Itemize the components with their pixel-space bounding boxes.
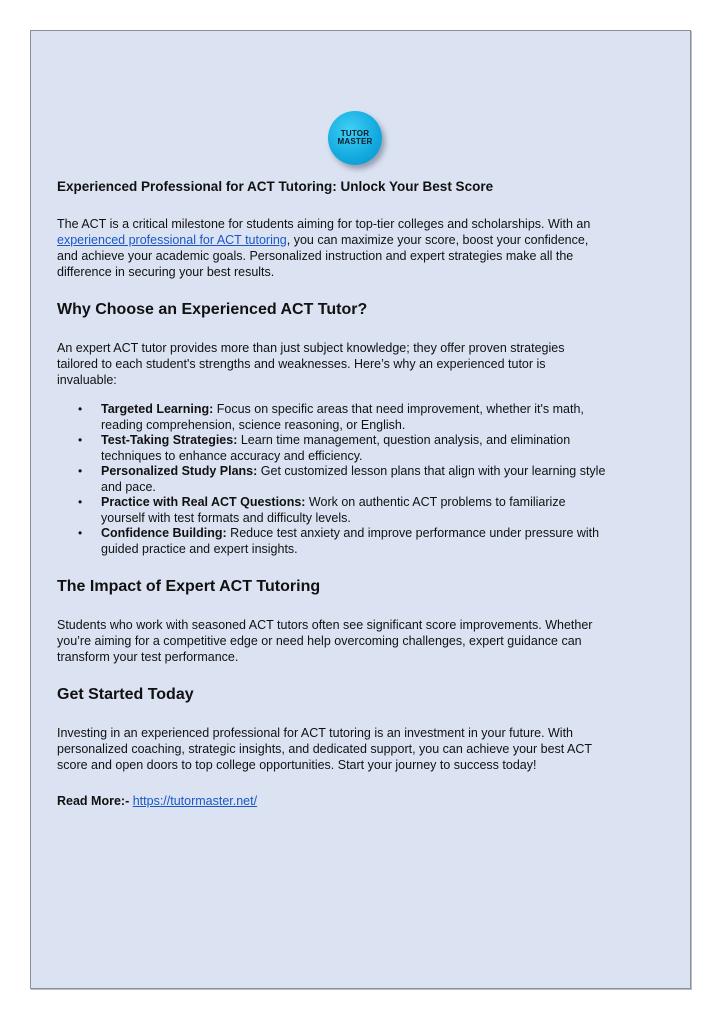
bullet-icon: • (78, 526, 83, 540)
intro-text-before: The ACT is a critical milestone for students aiming for top-tier colleges and scholarships. With an (57, 217, 591, 231)
impact-heading: The Impact of Expert ACT Tutoring (57, 578, 321, 595)
bullet-icon: • (78, 433, 83, 447)
article-content (57, 178, 607, 809)
logo-text-line1: TUTOR (340, 129, 370, 138)
list-item-text: Focus on specific areas that need improvement, whether it's math, reading comprehension, science reasoning, or English. (101, 402, 584, 432)
get-started-paragraph: Investing in an experienced professional for ACT tutoring is an investment in your future. With personalized coaching, strategic insights, and dedicated support, you can achieve your best ACT score and open doors to top college opportunities. Start your journey to success today! (57, 726, 592, 772)
list-item (78, 402, 607, 433)
act-tutoring-link[interactable]: experienced professional for ACT tutoring (57, 233, 287, 247)
list-item-term: Practice with Real ACT Questions: (101, 495, 306, 509)
list-item-term: Targeted Learning: (101, 402, 214, 416)
list-item-text: Work on authentic ACT problems to familiarize yourself with test formats and difficulty levels. (101, 495, 566, 525)
bullet-icon: • (78, 402, 83, 416)
bullet-icon: • (78, 464, 83, 478)
get-started-heading: Get Started Today (57, 686, 194, 703)
read-more-line (57, 793, 607, 809)
list-item-text: Get customized lesson plans that align with your learning style and pace. (101, 464, 606, 494)
why-paragraph: An expert ACT tutor provides more than just subject knowledge; they offer proven strategies tailored to each student's strengths and weaknesses. Here’s why an experienced tutor is invaluable: (57, 341, 565, 387)
article-title: Experienced Professional for ACT Tutoring: Unlock Your Best Score (57, 179, 494, 194)
intro-paragraph (57, 216, 607, 280)
list-item (78, 464, 607, 495)
list-item-term: Test-Taking Strategies: (101, 433, 238, 447)
tutormaster-website-link[interactable]: https://tutormaster.net/ (132, 794, 258, 808)
list-item-text: Learn time management, question analysis, and elimination techniques to enhance accuracy and efficiency. (101, 433, 571, 463)
read-more-label: Read More:- (57, 794, 130, 808)
list-item (78, 526, 607, 557)
impact-paragraph: Students who work with seasoned ACT tutors often see significant score improvements. Whether you’re aiming for a competitive edge or need help overcoming challenges, expert guidance can transform your test performance. (57, 618, 593, 664)
list-item-text: Reduce test anxiety and improve performance under pressure with guided practice and expert insights. (101, 526, 600, 556)
benefits-list (57, 402, 607, 557)
logo-text-line2: MASTER (337, 137, 373, 146)
list-item-term: Personalized Study Plans: (101, 464, 258, 478)
list-item (78, 433, 607, 464)
intro-text-after: , you can maximize your score, boost your confidence, and achieve your academic goals. Personalized instruction and expert strategies make all the difference in securing your best results. (57, 233, 589, 279)
list-item (78, 495, 607, 526)
tutor-master-logo (328, 111, 382, 165)
why-heading: Why Choose an Experienced ACT Tutor? (57, 301, 368, 318)
bullet-icon: • (78, 495, 83, 509)
list-item-term: Confidence Building: (101, 526, 227, 540)
